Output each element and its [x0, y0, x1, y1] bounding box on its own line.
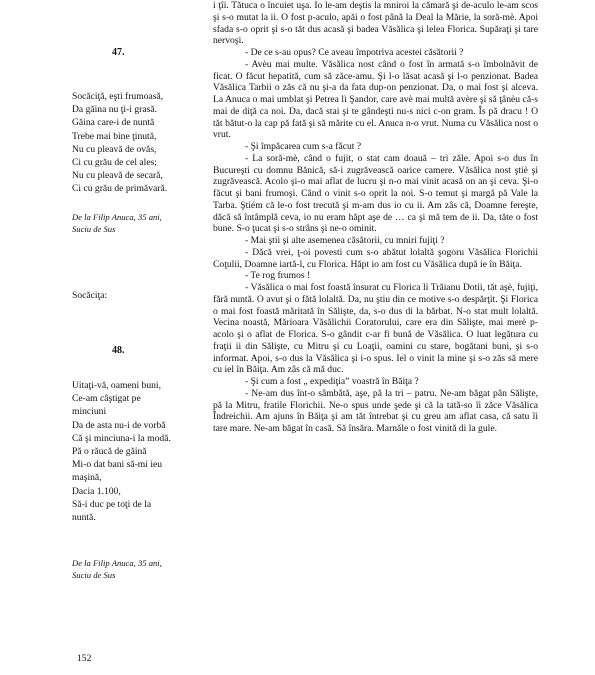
prose-paragraph: - Şi cum a fost „ expediţia” voastră în Băiţa ? — [245, 376, 419, 387]
source-line: Suciu de Sus — [72, 569, 116, 580]
source-line: De la Filip Anuca, 35 ani, — [72, 212, 162, 222]
verse-line: Da găina nu ţi-i grasă. — [72, 104, 157, 116]
prose-paragraph: i ţîi. Tătuca o încuiet uşa. Io le-am deştis la mniroi la cămară şi de-aculo le-am scos şi s-o mutat la ii. O fost p-aculo, apăi o fost până la Deal la Mărie, la soră-mè. Apoi sfada s-o oprit şi s-o tăt dus acasă şi badea Văsălica şi lelea Florica. Supăraţi şi tare nervoşi. — [213, 0, 538, 47]
right-column-prose — [213, 0, 538, 435]
prose-paragraph: - Avèu mai multe. Văsălica nost când o fost în armată s-o îmbolnăvit de ficat. O făcut hepatită, cum să zăce-amu. Şi l-o lăsat acasă şi l-o penzionat. Badea Văsălica Tarbii o zăs că nu şi-a da fata dup-on penzionat. Da, o mai fost şi alceva. La Anuca o mai umblat şi Petrea lì Şandor, care avè mai multă avère şi să ţânèu că-s mai de diţă ca noi. Da, dacă stai şi te gândeşti nu-s nici c-on gram. Îs pă dracu ! O tăt bătut-o la cap pă fată şi să mărite cu el. Anuca n-o vrut. Numa cu Văsălica nost o vrut. — [213, 58, 538, 141]
page-number: 152 — [77, 653, 92, 664]
poem-47-source — [72, 212, 222, 235]
verse-line: Dacia 1.100, — [72, 485, 121, 497]
prose-paragraph: - Şi împăcarea cum s-a făcut ? — [245, 141, 362, 152]
verse-line: Ci cu grău de primăvară. — [72, 183, 168, 195]
verse-line: Pă o răucă de găină — [72, 446, 147, 458]
source-line: De la Filip Anuca, 35 ani, — [72, 558, 162, 568]
verse-line: Nu cu pleavă de secară, — [72, 170, 163, 182]
verse-line: maşină, — [72, 472, 102, 484]
verse-line: Da de asta nu-i de vorbă — [72, 419, 166, 431]
source-line: Suciu de Sus — [72, 223, 116, 234]
poem-number-48: 48. — [112, 345, 125, 356]
prose-paragraph: - Dăcă vrei, ţ-oi povesti cum s-o abătut lolaltă şogoru Văsălica Florichii Coţulii, Doamne iartă-l, cu Florica. Hăpt io am fost cu Văsălica după ie în Băiţa. — [213, 246, 538, 270]
verse-line: nuntă. — [72, 512, 96, 524]
verse-line: minciuni — [72, 406, 107, 418]
verse-line: Socăciţă, eşti frumoasă, — [72, 91, 164, 102]
poem-number-47: 47. — [112, 47, 125, 58]
verse-line: Să-i duc pe toţi de la — [72, 498, 152, 510]
verse-line: Uitaţi-vă, oameni buni, — [72, 380, 161, 391]
verse-line: Nu cu pleavă de ovăs, — [72, 143, 157, 155]
poem-48-verses — [72, 379, 222, 524]
verse-line: Mi-o dat bani să-mi ieu — [72, 459, 163, 471]
prose-paragraph: - Te rog frumos ! — [245, 270, 311, 282]
verse-line: Găina care-i de nuntă — [72, 117, 155, 129]
verse-line: Trebe mai bine ţinută, — [72, 130, 157, 142]
prose-paragraph: - La soră-mè, când o fujit, o stat cam doauă – trì zăle. Apoi s-o dus în Bucureşti cu domnu Bănică, să-i zugrăvească oarice camere. Văsălica nost ştiè şi zugrăvească. Acolo şi-o mai aflat de lucru şi n-o mai vinit acasă on an şi ceva. Şi-o făcut şi bani frumoşi. Când o vinit s-o oprit la noi. S-o temut şi margă pă Vale la Tarba. Ştiém că le-o fost trecută şi m-am dus io cu ii. Am zâs că, Doamne fereşte, dăcă să întâmplă ceva, io nu eram hăpt aşe de … ca şi mă tem de ii. Da, tăte o fost bune. S-o ţucat şi s-o strâns şi ne-o ominit. — [213, 152, 538, 235]
prose-paragraph: - Văsălica o mai fost foastă însurat cu Florica lì Trăianu Dotii, tăt aşè, fujiţi, fără nuntă. O avut şi o fătă lolaltă. Da, nu ştiu din ce motive s-o despărţit. Şi Florica o mai fost foastă măritată în Sălişte, da, s-o dus di la bărbat. N-o stat mult lolaltă. Vecina noastă, Mărioara Văsălichii Coratorului, care era din Sălişte, mai merè p-acolo şi o aflat de Florica. S-o gândit c-ar fi bună de Văsălica. O luat legătura cu fraţii ii din Sălişte, cu Mitru şi cu Loaţii, oamini cu stare, bogătani buni, şi s-o informat. Apoi, s-o dus la Văsălica şi i-o spus. Iel o vinit la mine şi s-o zăs să mere cu iel în Băiţa. Am zâs că mă duc. — [213, 282, 538, 376]
prose-paragraph: - De ce s-au opus? Ce aveau împotriva acestei căsătorii ? — [245, 47, 464, 58]
poem-47-verses — [72, 90, 222, 196]
verse-line: Ce-am câştigat pe — [72, 393, 141, 405]
verse-line: Că şi minciuna-i la modă. — [72, 432, 171, 444]
speaker-label: Socăciţa: — [72, 290, 108, 301]
verse-line: Ci cu grău de cel ales; — [72, 157, 157, 169]
prose-paragraph: - Ne-am dus înt-o sâmbătă, aşe, pă la trì – patru. Ne-am băgat pân Sălişte, pă la Mitru, fratile Florichii. Ne-o spus unde şede şi că la tată-so îi zăce Văsălica Îndreichii. Am ajuns în Băiţa şi am tăt întrebat şi cu greu am aflat casa, că satu îi tare mare. Ne-am băgat în casă. Să însăra. Marnăle o fost vinită di la gule. — [213, 387, 538, 434]
poem-48-source — [72, 558, 222, 581]
prose-paragraph: - Mai ştii şi alte asemenea căsătorii, cu mniri fujiţi ? — [245, 235, 445, 246]
